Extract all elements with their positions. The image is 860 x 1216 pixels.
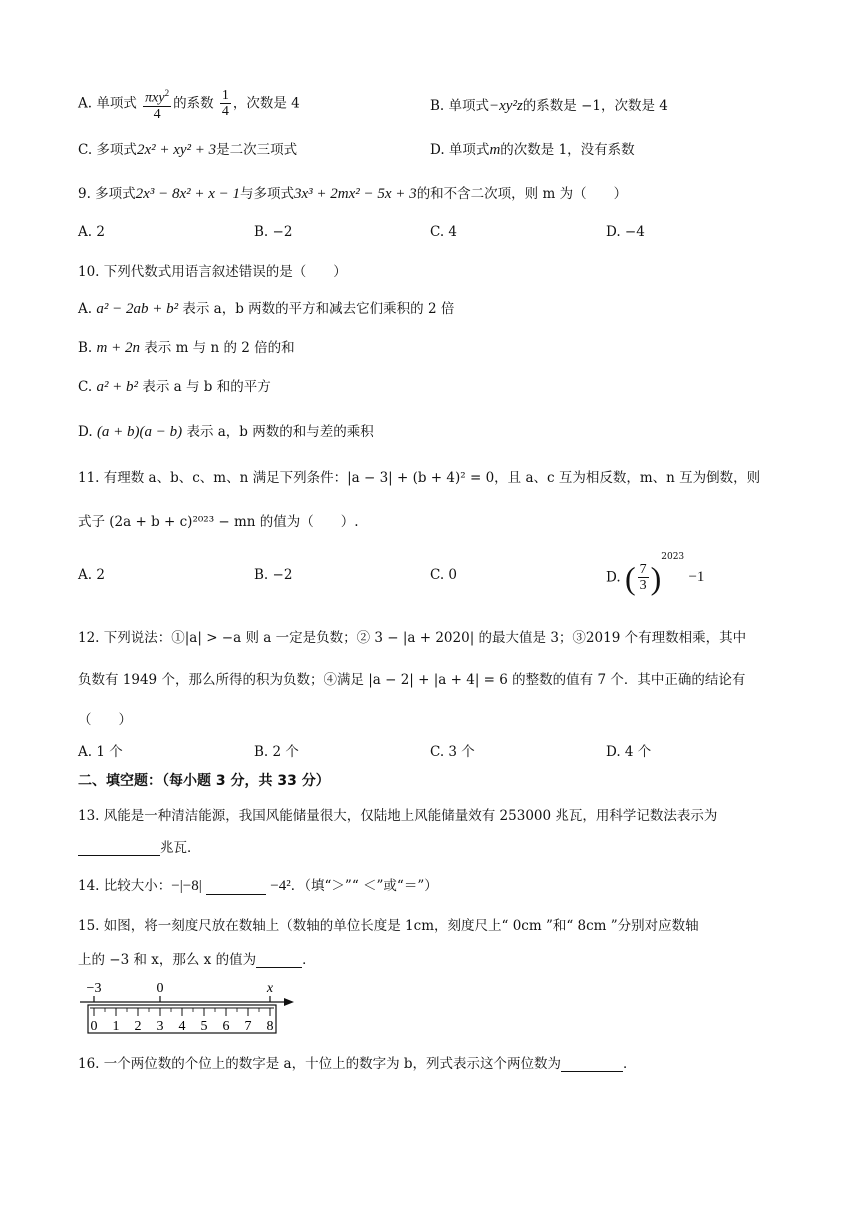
fraction-pixy2-over-4: $\frac{\pi xy^2}{4}$ (145, 88, 170, 122)
ruler-tick-label: 5 (200, 1019, 208, 1034)
fraction-1-over-4: $\frac{1}{4}$ (221, 88, 229, 120)
q11-stem-line1: 11. 有理数 a、b、c、m、n 满足下列条件：|a − 3| + (b + 4)² = 0，且 a、c 互为相反数，m、n 互为倒数，则 (78, 470, 761, 486)
ruler-tick-label: 2 (134, 1019, 142, 1034)
q9-option-a: A. 2 (78, 224, 105, 240)
ruler-tick-label: 3 (156, 1019, 164, 1034)
q11-stem-line2: 式子 (2a + b + c)²⁰²³ − mn 的值为（ ）. (78, 514, 359, 530)
ruler-tick-label: 8 (266, 1019, 274, 1034)
q10-option-a: A. a² − 2ab + b² 表示 a，b 两数的平方和减去它们乘积的 2 倍 (78, 301, 455, 317)
answer-blank[interactable] (561, 1071, 623, 1072)
q11-option-b: B. −2 (254, 567, 293, 583)
ruler-tick-label: 1 (112, 1019, 120, 1034)
q15-stem-line2: 上的 −3 和 x，那么 x 的值为 ． (78, 952, 316, 968)
section-heading: 二、填空题：（每小题 3 分，共 33 分） (78, 773, 330, 789)
q8-option-b: B. 单项式−xy²z的系数是 −1，次数是 4 (430, 98, 668, 114)
q9-option-b: B. −2 (254, 224, 293, 240)
q10-option-c: C. a² + b² 表示 a 与 b 和的平方 (78, 379, 271, 395)
ruler-tick-label: 0 (90, 1019, 98, 1034)
q12-stem-line1: 12. 下列说法：①|a| > −a 则 a 一定是负数；② 3 − |a + 2020| 的最大值是 3；③2019 个有理数相乘，其中 (78, 630, 747, 646)
q11-option-a: A. 2 (78, 567, 105, 583)
axis-label-0: 0 (156, 981, 164, 996)
q12-stem-line2: 负数有 1949 个，那么所得的积为负数；④满足 |a − 2| + |a + 4| = 6 的整数的值有 7 个．其中正确的结论有 (78, 672, 746, 688)
q10-option-d: D. (a + b)(a − b) 表示 a，b 两数的和与差的乘积 (78, 424, 374, 440)
answer-blank[interactable] (206, 894, 266, 895)
ruler-tick-label: 7 (244, 1019, 252, 1034)
q9-option-d: D. −4 (606, 224, 645, 240)
q11-option-d: D. ( $\frac{7}{3}$ )$^{2023}$ −1 (606, 552, 705, 596)
q8-option-c: C. 多项式2x² + xy² + 3是二次三项式 (78, 142, 298, 158)
q13-stem-line1: 13. 风能是一种清洁能源，我国风能储量很大，仅陆地上风能储量效有 253000 兆瓦，用科学记数法表示为 (78, 808, 718, 824)
arrow-head-icon (284, 998, 294, 1006)
ruler-tick-label: 6 (222, 1019, 230, 1034)
q8-option-a: A. 单项式 $\frac{\pi xy^2}{4}$ 的系数 $\frac{1}{4}$ ，次数是 4 (78, 88, 300, 122)
q10-option-b: B. m + 2n 表示 m 与 n 的 2 倍的和 (78, 340, 295, 356)
q12-option-a: A. 1 个 (78, 744, 123, 760)
axis-label-minus3: −3 (86, 981, 102, 996)
axis-label-x: x (266, 981, 274, 996)
q10-stem: 10. 下列代数式用语言叙述错误的是（ ） (78, 264, 347, 280)
q12-option-c: C. 3 个 (430, 744, 475, 760)
answer-blank[interactable] (78, 855, 160, 856)
q12-option-b: B. 2 个 (254, 744, 299, 760)
q9-option-c: C. 4 (430, 224, 458, 240)
q11-option-c: C. 0 (430, 567, 458, 583)
q14-stem: 14. 比较大小：−|−8| −4²．（填“＞”“ ＜”或“＝”） (78, 878, 438, 894)
q16-stem: 16. 一个两位数的个位上的数字是 a，十位上的数字为 b，列式表示这个两位数为 ． (78, 1056, 637, 1072)
q8-option-d: D. 单项式m的次数是 1，没有系数 (430, 142, 635, 158)
answer-blank[interactable] (256, 967, 302, 968)
q15-stem-line1: 15. 如图，将一刻度尺放在数轴上（数轴的单位长度是 1cm，刻度尺上“ 0cm ”和“ 8cm ”分别对应数轴 (78, 918, 699, 934)
q13-stem-line2: 兆瓦． (78, 836, 201, 856)
number-line-ruler-figure (78, 978, 308, 1042)
q9-stem: 9. 多项式2x³ − 8x² + x − 1与多项式3x³ + 2mx² − 5x + 3的和不含二次项，则 m 为（ ） (78, 186, 628, 202)
q12-option-d: D. 4 个 (606, 744, 652, 760)
q12-stem-line3: （ ） (78, 712, 132, 728)
ruler-tick-label: 4 (178, 1019, 186, 1034)
